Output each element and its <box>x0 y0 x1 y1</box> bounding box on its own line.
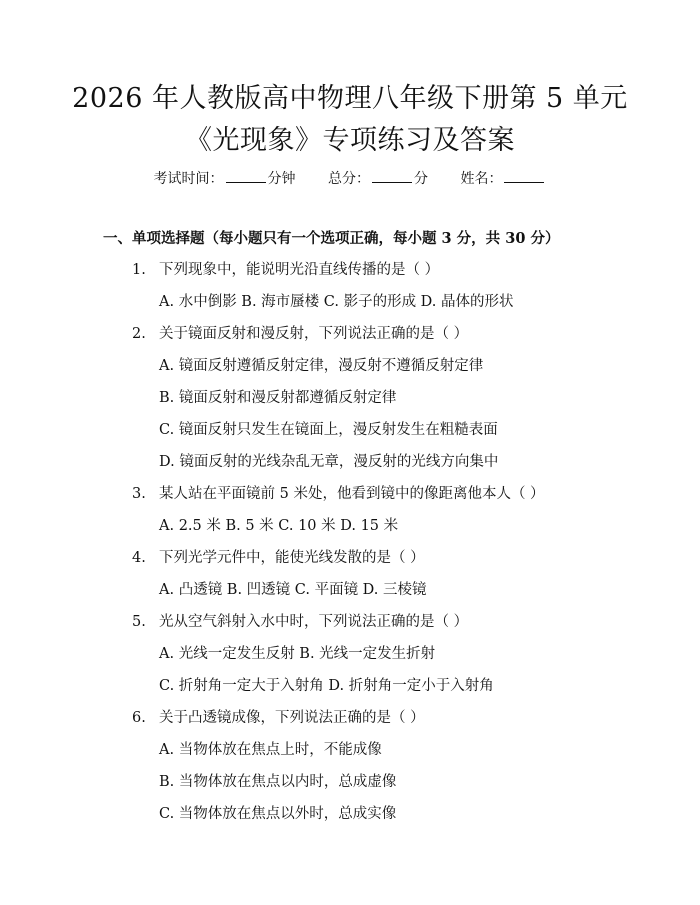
name-field <box>460 171 546 187</box>
total-score-blank[interactable] <box>372 168 412 183</box>
question-text: 关于凸透镜成像，下列说法正确的是（ ） <box>159 710 425 726</box>
question-1-options: A. 水中倒影 B. 海市蜃楼 C. 影子的形成 D. 晶体的形状 <box>159 294 514 310</box>
page-title-line-1: 2026 年人教版高中物理八年级下册第 5 单元 <box>72 83 628 114</box>
exam-meta <box>0 168 700 189</box>
section-heading-single-choice: 一、单项选择题（每小题只有一个选项正确，每小题 3 分，共 30 分） <box>103 230 560 247</box>
question-text: 某人站在平面镜前 5 米处，他看到镜中的像距离他本人（ ） <box>159 486 545 502</box>
exam-time-unit: 分钟 <box>267 171 296 187</box>
question-number: 6. <box>132 710 146 726</box>
question-6-option-c: C. 当物体放在焦点以外时，总成实像 <box>159 806 397 822</box>
total-score-unit: 分 <box>414 171 428 187</box>
question-number: 2. <box>132 326 146 342</box>
question-number: 1. <box>132 262 146 278</box>
question-2 <box>132 324 468 344</box>
exam-time-blank[interactable] <box>226 168 266 183</box>
question-5-options-cd: C. 折射角一定大于入射角 D. 折射角一定小于入射角 <box>159 678 494 694</box>
question-6-option-a: A. 当物体放在焦点上时，不能成像 <box>159 742 382 758</box>
question-3-options: A. 2.5 米 B. 5 米 C. 10 米 D. 15 米 <box>159 518 399 534</box>
total-score-label: 总分： <box>328 171 370 187</box>
question-text: 光从空气斜射入水中时，下列说法正确的是（ ） <box>159 614 469 630</box>
name-blank[interactable] <box>504 168 544 183</box>
question-6-option-b: B. 当物体放在焦点以内时，总成虚像 <box>159 774 397 790</box>
question-6 <box>132 708 425 728</box>
question-1 <box>132 260 439 280</box>
exam-time-label: 考试时间： <box>153 171 224 187</box>
question-number: 4. <box>132 550 146 566</box>
question-3 <box>132 484 545 504</box>
question-text: 下列现象中，能说明光沿直线传播的是（ ） <box>159 262 440 278</box>
question-4 <box>132 548 425 568</box>
question-text: 关于镜面反射和漫反射，下列说法正确的是（ ） <box>159 326 469 342</box>
question-5 <box>132 612 468 632</box>
question-number: 5. <box>132 614 146 630</box>
question-2-option-a: A. 镜面反射遵循反射定律，漫反射不遵循反射定律 <box>159 358 484 374</box>
name-label: 姓名： <box>460 171 503 187</box>
question-number: 3. <box>132 486 146 502</box>
question-4-options: A. 凸透镜 B. 凹透镜 C. 平面镜 D. 三棱镜 <box>159 582 427 598</box>
exam-time-field <box>154 171 296 187</box>
question-2-option-d: D. 镜面反射的光线杂乱无章，漫反射的光线方向集中 <box>159 454 499 470</box>
question-text: 下列光学元件中，能使光线发散的是（ ） <box>159 550 425 566</box>
total-score-field <box>328 171 428 187</box>
page-title-line-2: 《光现象》专项练习及答案 <box>185 125 515 156</box>
question-2-option-b: B. 镜面反射和漫反射都遵循反射定律 <box>159 390 397 406</box>
question-2-option-c: C. 镜面反射只发生在镜面上，漫反射发生在粗糙表面 <box>159 422 498 438</box>
question-5-options-ab: A. 光线一定发生反射 B. 光线一定发生折射 <box>159 646 436 662</box>
